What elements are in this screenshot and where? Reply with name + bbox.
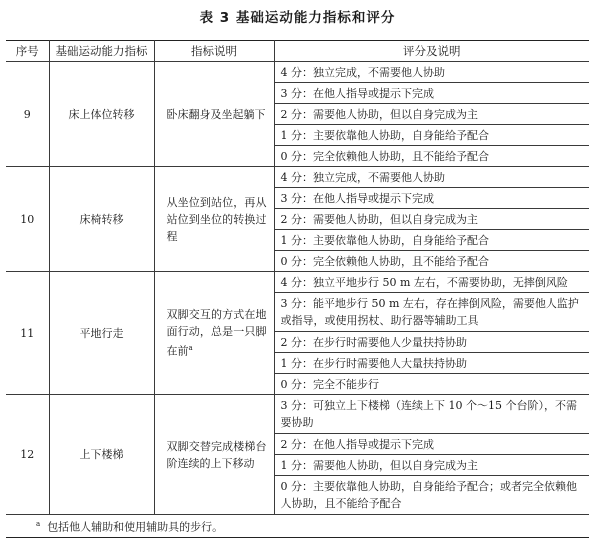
score-cell: 3 分：能平地步行 50 m 左右，存在摔倒风险，需要他人监护或指导，或使用拐杖、助行器等辅助工具 [274,293,589,332]
item-no: 9 [6,62,49,167]
item-description: 卧床翻身及坐起躺下 [154,62,274,167]
item-name: 床上体位转移 [49,62,154,167]
table-row [6,395,589,434]
score-cell: 1 分：主要依靠他人协助，自身能给予配合 [274,125,589,146]
score-cell: 3 分：在他人指导或提示下完成 [274,188,589,209]
score-cell: 0 分：主要依靠他人协助，自身能给予配合；或者完全依赖他人协助，且不能给予配合 [274,476,589,515]
score-cell: 3 分：可独立上下楼梯（连续上下 10 个～15 个台阶），不需要协助 [274,395,589,434]
item-description: 从坐位到站位，再从站位到坐位的转换过程 [154,167,274,272]
item-name: 床椅转移 [49,167,154,272]
score-cell: 0 分：完全依赖他人协助，且不能给予配合 [274,146,589,167]
footnote-ref: a [188,344,193,353]
header-no: 序号 [6,41,49,62]
header-description: 指标说明 [154,41,274,62]
item-description: 双脚交替完成楼梯台阶连续的上下移动 [154,395,274,515]
score-cell: 4 分：独立完成，不需要他人协助 [274,62,589,83]
item-description-text: 双脚交互的方式在地面行动，总是一只脚在前 [166,308,267,358]
item-name: 平地行走 [49,272,154,395]
footnote [6,515,589,538]
header-score: 评分及说明 [274,41,589,62]
score-cell: 2 分：在他人指导或提示下完成 [274,434,589,455]
score-cell: 4 分：独立平地步行 50 m 左右，不需要协助，无摔倒风险 [274,272,589,293]
score-cell: 1 分：需要他人协助，但以自身完成为主 [274,455,589,476]
score-cell: 2 分：需要他人协助，但以自身完成为主 [274,104,589,125]
footnote-mark: a [36,520,41,529]
header-indicator: 基础运动能力指标 [49,41,154,62]
score-cell: 0 分：完全不能步行 [274,374,589,395]
score-cell: 1 分：主要依靠他人协助，自身能给予配合 [274,230,589,251]
score-cell: 4 分：独立完成，不需要他人协助 [274,167,589,188]
table-row [6,62,589,83]
table-title: 表 3 基础运动能力指标和评分 [199,10,396,26]
item-no: 11 [6,272,49,395]
table-row [6,167,589,188]
score-cell: 1 分：在步行时需要他人大量扶持协助 [274,353,589,374]
table-row [6,272,589,293]
basic-mobility-table [6,40,589,538]
score-cell: 2 分：需要他人协助，但以自身完成为主 [274,209,589,230]
score-cell: 3 分：在他人指导或提示下完成 [274,83,589,104]
item-description [154,272,274,395]
item-name: 上下楼梯 [49,395,154,515]
score-cell: 0 分：完全依赖他人协助，且不能给予配合 [274,251,589,272]
footnote-row [6,515,589,538]
footnote-text: 包括他人辅助和使用辅助具的步行。 [47,520,224,534]
item-no: 12 [6,395,49,515]
header-row [6,41,589,62]
score-cell: 2 分：在步行时需要他人少量扶持协助 [274,332,589,353]
item-no: 10 [6,167,49,272]
